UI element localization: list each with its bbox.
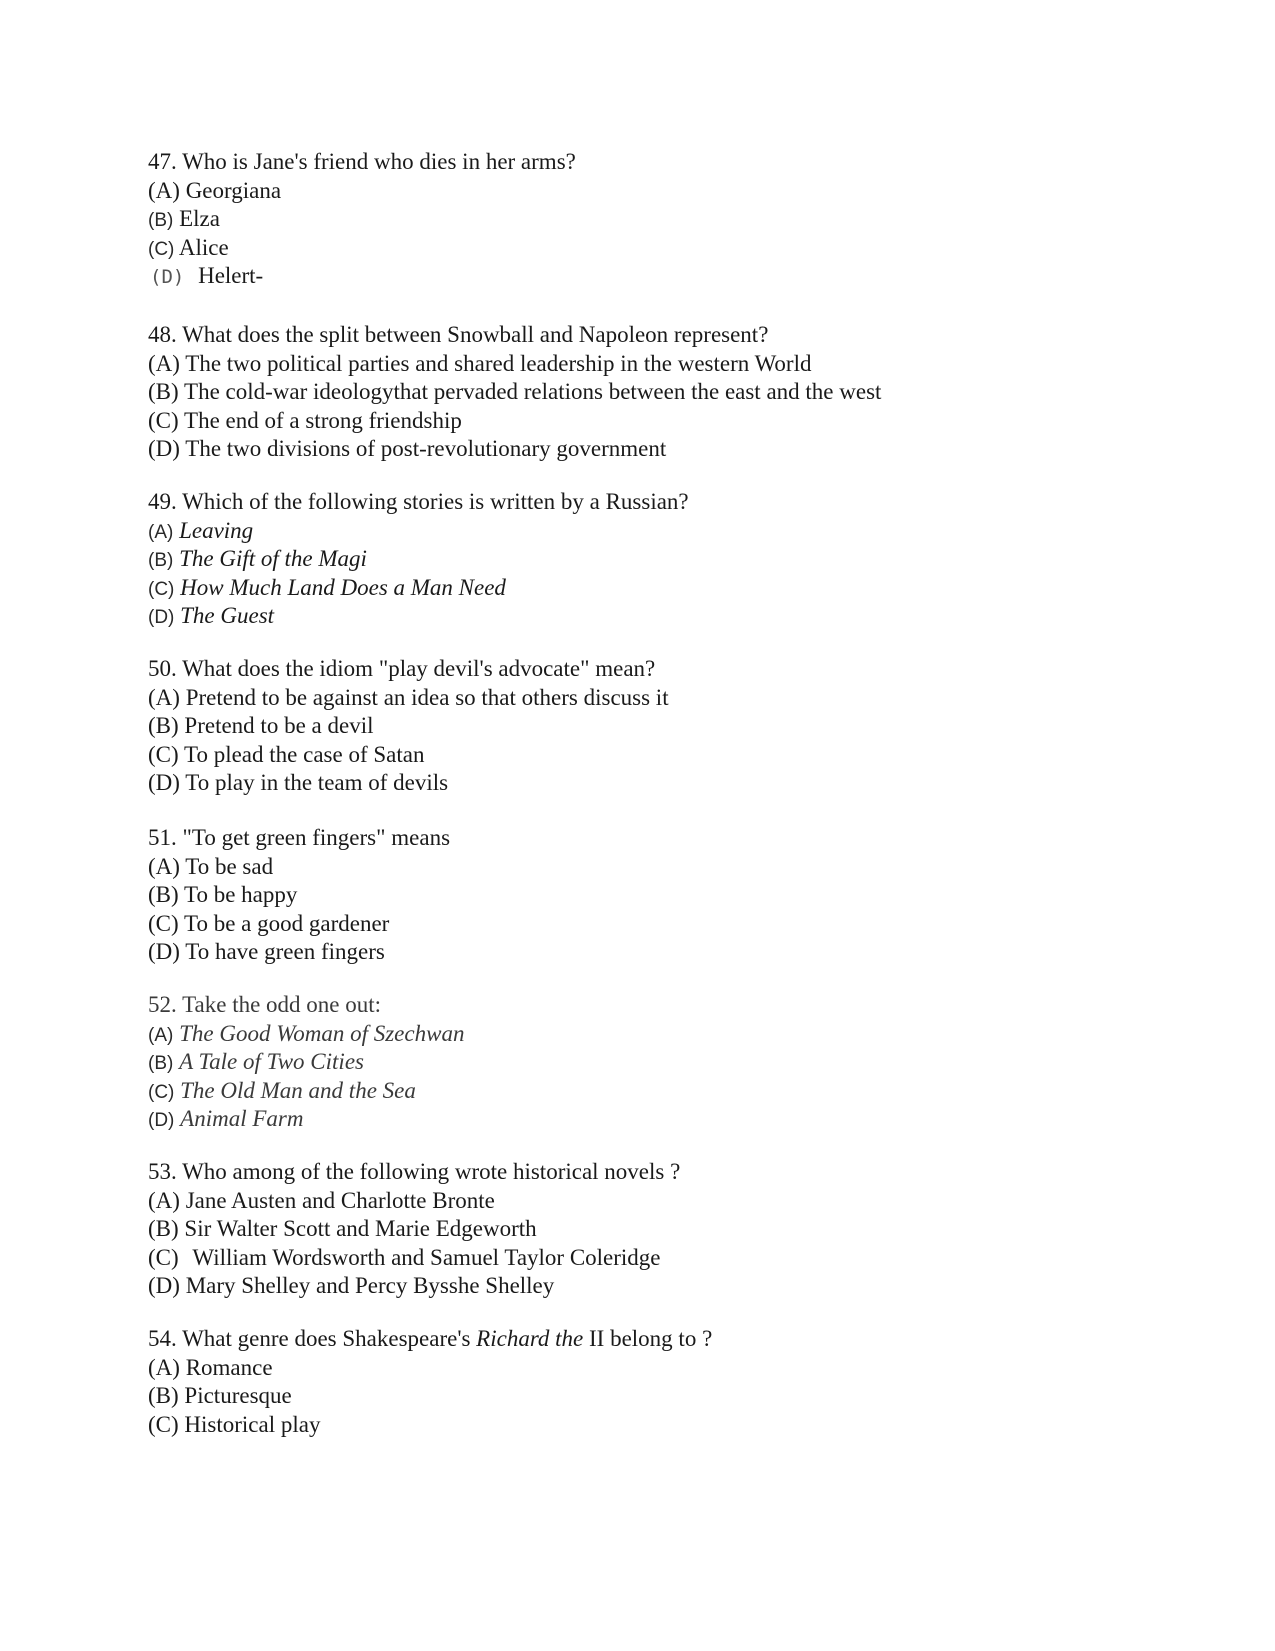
question-stem: 48. What does the split between Snowball and Napoleon represent?	[148, 322, 769, 347]
option-label: (B)	[148, 1053, 174, 1075]
option-label: (C)	[148, 407, 179, 433]
question-52	[148, 991, 1148, 1134]
option-text: Sir Walter Scott and Marie Edgeworth	[184, 1216, 537, 1242]
option-c	[148, 407, 1148, 436]
option-text: Jane Austen and Charlotte Bronte	[185, 1187, 495, 1213]
option-c	[148, 1077, 1148, 1106]
option-a	[148, 1187, 1148, 1216]
question-49	[148, 488, 1148, 631]
option-label: (B)	[148, 1216, 179, 1242]
option-label: (A)	[148, 177, 180, 203]
option-text: Pretend to be a devil	[184, 713, 374, 739]
option-label: (C)	[148, 578, 175, 600]
option-d	[148, 1105, 1148, 1134]
option-b	[148, 545, 1148, 574]
option-text: Animal Farm	[180, 1106, 304, 1132]
option-c	[148, 1244, 1148, 1273]
option-text: How Much Land Does a Man Need	[180, 574, 506, 600]
option-text: Elza	[179, 206, 220, 232]
option-label: (D)	[148, 607, 175, 629]
stem-italic-title: Richard the	[476, 1326, 584, 1351]
option-text: The Good Woman of Szechwan	[179, 1020, 465, 1046]
option-a	[148, 1354, 1148, 1383]
option-label: (D)	[148, 436, 180, 462]
option-label: (B)	[148, 713, 179, 739]
question-stem: 50. What does the idiom "play devil's advocate" mean?	[148, 656, 656, 681]
option-b	[148, 1048, 1148, 1077]
option-label: (C)	[148, 741, 179, 767]
option-b	[148, 378, 1148, 407]
option-d	[148, 262, 1148, 291]
question-stem: 53. Who among of the following wrote historical novels ?	[148, 1159, 681, 1184]
option-a	[148, 177, 1148, 206]
option-text: The Gift of the Magi	[179, 546, 367, 572]
option-c	[148, 1411, 1148, 1440]
question-stem: 51. "To get green fingers" means	[148, 825, 451, 850]
question-51	[148, 824, 1148, 967]
option-a	[148, 684, 1148, 713]
option-text: The Guest	[180, 603, 275, 629]
question-54	[148, 1325, 1148, 1439]
option-label: (D)	[148, 1273, 180, 1299]
question-50	[148, 655, 1148, 798]
option-text: The Old Man and the Sea	[180, 1077, 416, 1103]
option-text: The cold-war ideologythat pervaded relations between the east and the west	[184, 379, 882, 405]
option-c	[148, 234, 1148, 263]
option-text: Leaving	[179, 517, 254, 543]
option-text: Historical play	[184, 1411, 321, 1437]
option-text: William Wordsworth and Samuel Taylor Coleridge	[192, 1244, 661, 1270]
option-a	[148, 853, 1148, 882]
question-stem: 49. Which of the following stories is written by a Russian?	[148, 489, 689, 514]
option-label: (D)	[148, 1110, 175, 1132]
option-text: Helert-	[198, 263, 264, 289]
option-b	[148, 1382, 1148, 1411]
question-stem: 52. Take the odd one out:	[148, 992, 382, 1017]
option-label: (D)	[150, 266, 185, 289]
option-d	[148, 769, 1148, 798]
option-d	[148, 602, 1148, 631]
option-d	[148, 1272, 1148, 1301]
option-text: Georgiana	[185, 177, 282, 203]
option-text: Romance	[185, 1354, 273, 1380]
question-stem	[148, 1325, 1148, 1354]
option-b	[148, 881, 1148, 910]
option-label: (A)	[148, 521, 174, 543]
option-a	[148, 350, 1148, 379]
option-c	[148, 574, 1148, 603]
option-label: (D)	[148, 770, 180, 796]
option-c	[148, 910, 1148, 939]
option-a	[148, 517, 1148, 546]
question-48	[148, 321, 1148, 464]
option-label: (B)	[148, 379, 179, 405]
option-label: (C)	[148, 1411, 179, 1437]
question-47	[148, 148, 1148, 291]
option-label: (A)	[148, 1354, 180, 1380]
option-b	[148, 1215, 1148, 1244]
option-text: The end of a strong friendship	[184, 407, 462, 433]
option-c	[148, 741, 1148, 770]
question-53	[148, 1158, 1148, 1301]
stem-after: II belong to ?	[583, 1326, 713, 1351]
option-d	[148, 938, 1148, 967]
option-text: To have green fingers	[185, 939, 385, 965]
option-label: (B)	[148, 550, 174, 572]
option-a	[148, 1020, 1148, 1049]
option-label: (C)	[148, 1244, 179, 1270]
option-text: To be happy	[184, 882, 298, 908]
option-label: (A)	[148, 853, 180, 879]
option-label: (A)	[148, 1187, 180, 1213]
option-label: (A)	[148, 684, 180, 710]
question-stem: 47. Who is Jane's friend who dies in her arms?	[148, 149, 576, 174]
option-text: Mary Shelley and Percy Bysshe Shelley	[185, 1273, 555, 1299]
option-label: (D)	[148, 939, 180, 965]
option-text: The two political parties and shared leadership in the western World	[185, 350, 812, 376]
option-text: To plead the case of Satan	[184, 741, 425, 767]
option-text: Alice	[178, 234, 229, 260]
option-text: The two divisions of post-revolutionary government	[185, 436, 667, 462]
option-d	[148, 435, 1148, 464]
option-label: (C)	[148, 1081, 175, 1103]
option-text: To be a good gardener	[184, 910, 390, 936]
option-text: Pretend to be against an idea so that others discuss it	[185, 684, 669, 710]
option-label: (A)	[148, 1024, 174, 1046]
option-label: (C)	[148, 910, 179, 936]
option-text: To play in the team of devils	[185, 770, 449, 796]
option-text: Picturesque	[184, 1383, 292, 1409]
stem-before: 54. What genre does Shakespeare's	[148, 1326, 477, 1351]
option-text: A Tale of Two Cities	[179, 1049, 364, 1075]
option-label: (B)	[148, 1383, 179, 1409]
option-text: To be sad	[185, 853, 274, 879]
option-label: (C)	[148, 238, 175, 260]
option-b	[148, 712, 1148, 741]
option-label: (B)	[148, 882, 179, 908]
option-label: (A)	[148, 350, 180, 376]
option-label: (B)	[148, 210, 174, 232]
option-b	[148, 205, 1148, 234]
